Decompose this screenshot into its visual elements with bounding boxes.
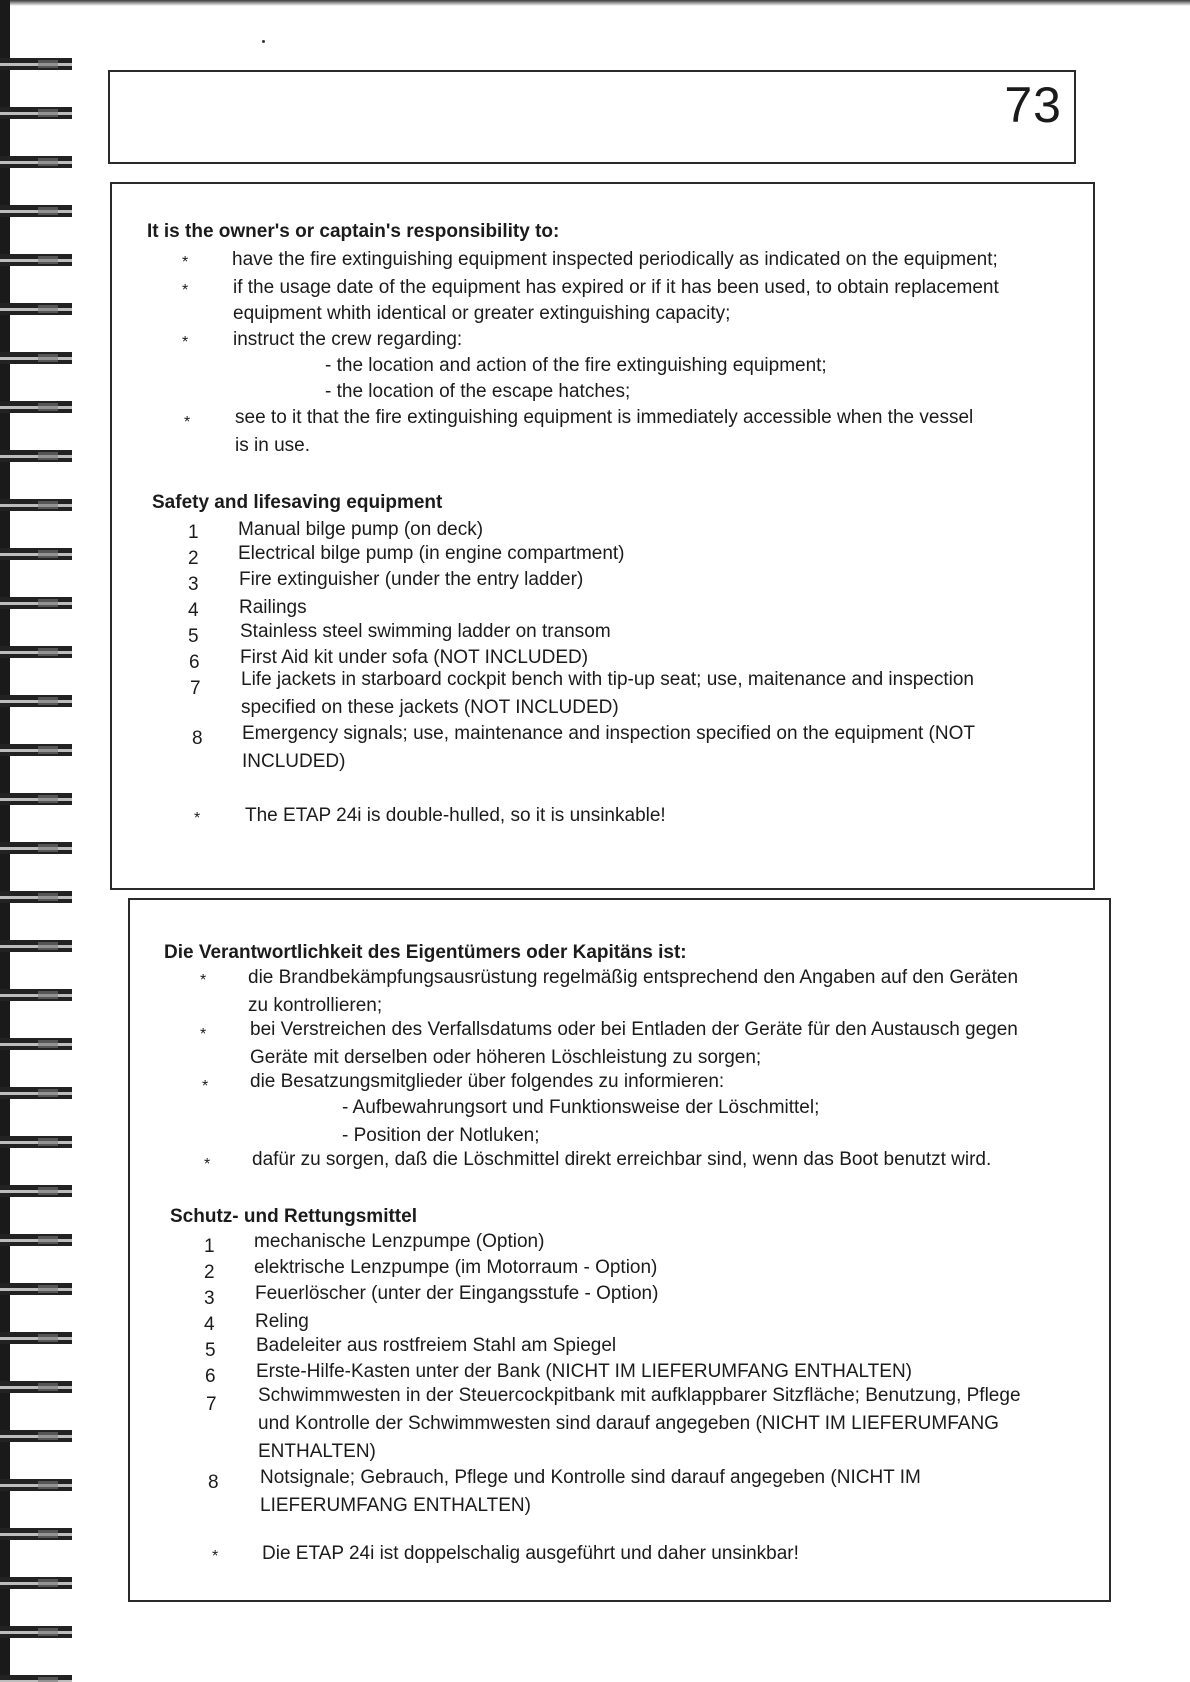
responsibility-item-de-1-cont: zu kontrollieren;	[248, 995, 383, 1016]
responsibility-item-en-1: have the fire extinguishing equipment inspected periodically as indicated on the equipment;	[232, 249, 998, 270]
english-section	[110, 182, 1095, 890]
safety-number-en: 4	[188, 600, 199, 621]
safety-item-en-2: Electrical bilge pump (in engine compartment)	[238, 543, 625, 564]
safety-item-de-6: Erste-Hilfe-Kasten unter der Bank (NICHT IM LIEFERUMFANG ENTHALTEN)	[256, 1361, 913, 1382]
page-header-box	[108, 70, 1076, 164]
safety-number-en: 2	[188, 548, 199, 569]
bullet: *	[184, 414, 191, 431]
unsinkable-note-en: The ETAP 24i is double-hulled, so it is unsinkable!	[245, 805, 666, 826]
responsibility-item-de-2-cont: Geräte mit derselben oder höheren Löschleistung zu sorgen;	[250, 1047, 762, 1068]
safety-number-de: 3	[204, 1288, 215, 1309]
safety-number-de: 5	[205, 1340, 216, 1361]
german-section	[128, 898, 1111, 1602]
safety-item-en-7-cont: specified on these jackets (NOT INCLUDED)	[241, 697, 619, 718]
safety-number-en: 3	[188, 574, 199, 595]
responsibility-heading-de: Die Verantwortlichkeit des Eigentümers oder Kapitäns ist:	[164, 942, 687, 963]
safety-item-en-4: Railings	[239, 597, 307, 618]
bullet: *	[204, 1156, 211, 1173]
spiral-binding-holes	[38, 40, 58, 1682]
safety-number-en: 1	[188, 522, 199, 543]
responsibility-item-de-2: bei Verstreichen des Verfallsdatums oder bei Entladen der Geräte für den Austausch gegen	[250, 1019, 1018, 1040]
bullet: *	[182, 254, 189, 271]
responsibility-item-en-4: see to it that the fire extinguishing equipment is immediately accessible when the vessel	[235, 407, 974, 428]
bullet: *	[202, 1078, 209, 1095]
safety-item-de-8: Notsignale; Gebrauch, Pflege und Kontrolle sind darauf angegeben (NICHT IM	[260, 1467, 921, 1488]
bullet: *	[200, 1026, 207, 1043]
responsibility-item-en-4-cont: is in use.	[235, 435, 310, 456]
unsinkable-note-de: Die ETAP 24i ist doppelschalig ausgeführt und daher unsinkbar!	[262, 1543, 799, 1564]
safety-heading-de: Schutz- und Rettungsmittel	[170, 1206, 417, 1227]
bullet: *	[194, 810, 201, 827]
responsibility-subitem-en-2: - the location of the escape hatches;	[325, 381, 631, 402]
safety-number-de: 7	[206, 1394, 217, 1415]
safety-number-de: 2	[204, 1262, 215, 1283]
responsibility-item-de-3: die Besatzungsmitglieder über folgendes zu informieren:	[250, 1071, 725, 1092]
safety-item-en-1: Manual bilge pump (on deck)	[238, 519, 484, 540]
safety-item-de-7-cont: und Kontrolle der Schwimmwesten sind darauf angegeben (NICHT IM LIEFERUMFANG	[258, 1413, 999, 1434]
safety-item-en-8: Emergency signals; use, maintenance and inspection specified on the equipment (NOT	[242, 723, 975, 744]
responsibility-heading-en: It is the owner's or captain's responsibility to:	[147, 221, 560, 242]
bullet: *	[212, 1548, 219, 1565]
responsibility-item-en-3: instruct the crew regarding:	[233, 329, 463, 350]
spiral-binding	[0, 40, 72, 1682]
responsibility-subitem-en-1: - the location and action of the fire extinguishing equipment;	[325, 355, 827, 376]
responsibility-item-en-2: if the usage date of the equipment has expired or if it has been used, to obtain replacement	[233, 277, 999, 298]
responsibility-item-de-4: dafür zu sorgen, daß die Löschmittel direkt erreichbar sind, wenn das Boot benutzt wird.	[252, 1149, 992, 1170]
safety-item-de-5: Badeleiter aus rostfreiem Stahl am Spiegel	[256, 1335, 617, 1356]
responsibility-subitem-de-1: - Aufbewahrungsort und Funktionsweise der Löschmittel;	[342, 1097, 820, 1118]
safety-item-en-7: Life jackets in starboard cockpit bench with tip-up seat; use, maitenance and inspection	[241, 669, 974, 690]
safety-item-de-7: Schwimmwesten in der Steuercockpitbank mit aufklappbarer Sitzfläche; Benutzung, Pflege	[258, 1385, 1021, 1406]
safety-item-de-7-cont2: ENTHALTEN)	[258, 1441, 376, 1462]
bullet: *	[200, 972, 207, 989]
safety-item-en-8-cont: INCLUDED)	[242, 751, 346, 772]
responsibility-item-en-2-cont: equipment whith identical or greater extinguishing capacity;	[233, 303, 731, 324]
responsibility-subitem-de-2: - Position der Notluken;	[342, 1125, 540, 1146]
safety-item-de-4: Reling	[255, 1311, 309, 1332]
safety-item-en-5: Stainless steel swimming ladder on transom	[240, 621, 611, 642]
safety-number-en: 7	[190, 678, 201, 699]
safety-number-en: 6	[189, 652, 200, 673]
safety-heading-en: Safety and lifesaving equipment	[152, 492, 443, 513]
safety-number-de: 8	[208, 1472, 219, 1493]
safety-number-de: 6	[205, 1366, 216, 1387]
safety-number-de: 4	[204, 1314, 215, 1335]
safety-item-de-2: elektrische Lenzpumpe (im Motorraum - Option)	[254, 1257, 658, 1278]
scan-speck	[262, 40, 265, 43]
bullet: *	[182, 334, 189, 351]
safety-item-en-3: Fire extinguisher (under the entry ladder)	[239, 569, 584, 590]
bullet: *	[182, 282, 189, 299]
safety-number-en: 5	[188, 626, 199, 647]
safety-number-de: 1	[204, 1236, 215, 1257]
safety-item-de-8-cont: LIEFERUMFANG ENTHALTEN)	[260, 1495, 531, 1516]
page-number: 73	[1004, 77, 1062, 133]
safety-number-en: 8	[192, 728, 203, 749]
page-top-shadow	[0, 0, 1190, 6]
safety-item-de-3: Feuerlöscher (unter der Eingangsstufe - Option)	[255, 1283, 659, 1304]
safety-item-en-6: First Aid kit under sofa (NOT INCLUDED)	[240, 647, 589, 668]
safety-item-de-1: mechanische Lenzpumpe (Option)	[254, 1231, 545, 1252]
responsibility-item-de-1: die Brandbekämpfungsausrüstung regelmäßig entsprechend den Angaben auf den Geräten	[248, 967, 1019, 988]
